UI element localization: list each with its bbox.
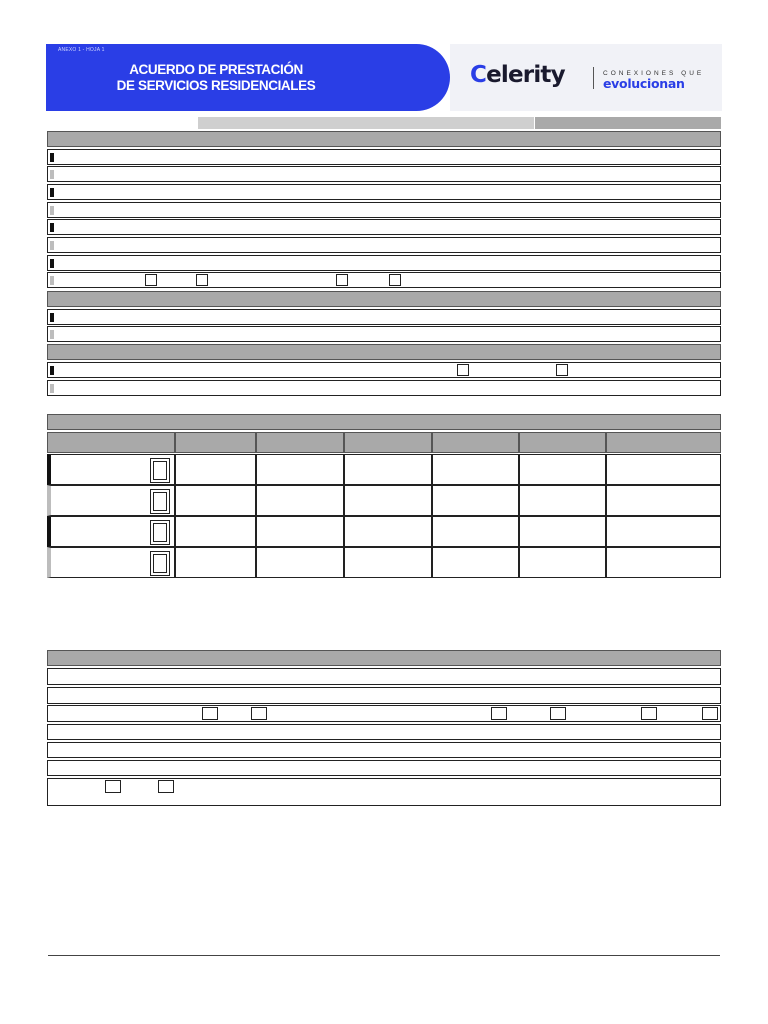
brand-name: elerity	[486, 62, 565, 88]
optional-marker	[50, 330, 54, 339]
required-marker	[50, 223, 54, 232]
brand-initial: C	[470, 62, 487, 88]
section-4-header	[47, 650, 721, 666]
table-cell[interactable]	[256, 454, 344, 485]
form-row-4[interactable]	[47, 202, 721, 218]
table-cell[interactable]	[606, 485, 721, 516]
checkbox[interactable]	[491, 707, 507, 720]
form-row-12[interactable]	[47, 380, 721, 396]
form-row-18[interactable]	[47, 760, 721, 776]
optional-marker	[50, 170, 54, 179]
table-cell[interactable]	[519, 547, 606, 578]
title-line-2: DE SERVICIOS RESIDENCIALES	[116, 78, 316, 93]
table-section-header	[47, 414, 721, 430]
form-row-6[interactable]	[47, 237, 721, 253]
table-cell[interactable]	[175, 547, 256, 578]
brand-logo	[470, 62, 565, 88]
required-marker	[50, 366, 54, 375]
form-row-8	[47, 272, 721, 288]
checkbox[interactable]	[150, 489, 170, 514]
table-cell[interactable]	[344, 516, 432, 547]
checkbox[interactable]	[556, 364, 568, 376]
table-cell[interactable]	[519, 454, 606, 485]
form-row-1[interactable]	[47, 149, 721, 165]
required-marker	[50, 313, 54, 322]
table-cell[interactable]	[606, 516, 721, 547]
checkbox[interactable]	[641, 707, 657, 720]
required-marker	[50, 188, 54, 197]
form-row-14[interactable]	[47, 687, 721, 704]
form-row-19	[47, 778, 721, 806]
checkbox[interactable]	[158, 780, 174, 793]
optional-marker	[50, 206, 54, 215]
form-row-13[interactable]	[47, 668, 721, 685]
checkbox[interactable]	[251, 707, 267, 720]
table-header-cell	[606, 432, 721, 453]
table-cell[interactable]	[606, 454, 721, 485]
table-header-cell	[175, 432, 256, 453]
checkbox[interactable]	[389, 274, 401, 286]
required-marker	[50, 153, 54, 162]
service-table-body	[47, 454, 721, 578]
table-cell[interactable]	[344, 485, 432, 516]
checkbox[interactable]	[150, 520, 170, 545]
table-cell[interactable]	[432, 547, 519, 578]
checkbox[interactable]	[150, 458, 170, 483]
form-row-5[interactable]	[47, 219, 721, 235]
table-cell[interactable]	[606, 547, 721, 578]
form-row-9[interactable]	[47, 309, 721, 325]
table-row	[47, 547, 175, 578]
section-1-header	[47, 131, 721, 147]
checkbox[interactable]	[196, 274, 208, 286]
form-row-2[interactable]	[47, 166, 721, 182]
table-header-cell	[344, 432, 432, 453]
tagline-top: CONEXIONES QUE	[603, 70, 705, 77]
table-cell[interactable]	[519, 516, 606, 547]
table-cell[interactable]	[432, 454, 519, 485]
table-row	[47, 454, 175, 485]
table-cell[interactable]	[175, 454, 256, 485]
table-row	[47, 516, 175, 547]
required-marker	[50, 259, 54, 268]
header-strip-right	[535, 117, 721, 129]
table-cell[interactable]	[519, 485, 606, 516]
section-3-header	[47, 344, 721, 360]
table-cell[interactable]	[344, 454, 432, 485]
table-cell[interactable]	[256, 516, 344, 547]
title-line-1: ACUERDO DE PRESTACIÓN	[129, 62, 303, 77]
checkbox[interactable]	[336, 274, 348, 286]
footer-divider	[48, 955, 720, 956]
document-title	[46, 62, 386, 94]
form-row-3[interactable]	[47, 184, 721, 200]
form-row-15	[47, 705, 721, 722]
checkbox[interactable]	[550, 707, 566, 720]
checkbox[interactable]	[457, 364, 469, 376]
optional-marker	[50, 241, 54, 250]
table-cell[interactable]	[256, 547, 344, 578]
form-row-10[interactable]	[47, 326, 721, 342]
checkbox[interactable]	[150, 551, 170, 576]
table-cell[interactable]	[175, 485, 256, 516]
form-row-7[interactable]	[47, 255, 721, 271]
table-cell[interactable]	[256, 485, 344, 516]
table-header-cell	[47, 432, 175, 453]
table-cell[interactable]	[432, 516, 519, 547]
table-cell[interactable]	[432, 485, 519, 516]
header-strip-middle	[198, 117, 534, 129]
table-header-cell	[432, 432, 519, 453]
table-header-cell	[256, 432, 344, 453]
tagline-bottom: evolucionan	[603, 76, 685, 91]
annex-label: ANEXO 1 - HOJA 1	[58, 47, 105, 53]
checkbox[interactable]	[202, 707, 218, 720]
brand-separator	[593, 67, 594, 89]
checkbox[interactable]	[105, 780, 121, 793]
table-cell[interactable]	[175, 516, 256, 547]
form-row-16[interactable]	[47, 724, 721, 740]
table-row	[47, 485, 175, 516]
checkbox[interactable]	[702, 707, 718, 720]
optional-marker	[50, 276, 54, 285]
form-row-11	[47, 362, 721, 378]
optional-marker	[50, 384, 54, 393]
section-2-header	[47, 291, 721, 307]
form-row-17[interactable]	[47, 742, 721, 758]
table-cell[interactable]	[344, 547, 432, 578]
table-header-cell	[519, 432, 606, 453]
checkbox[interactable]	[145, 274, 157, 286]
